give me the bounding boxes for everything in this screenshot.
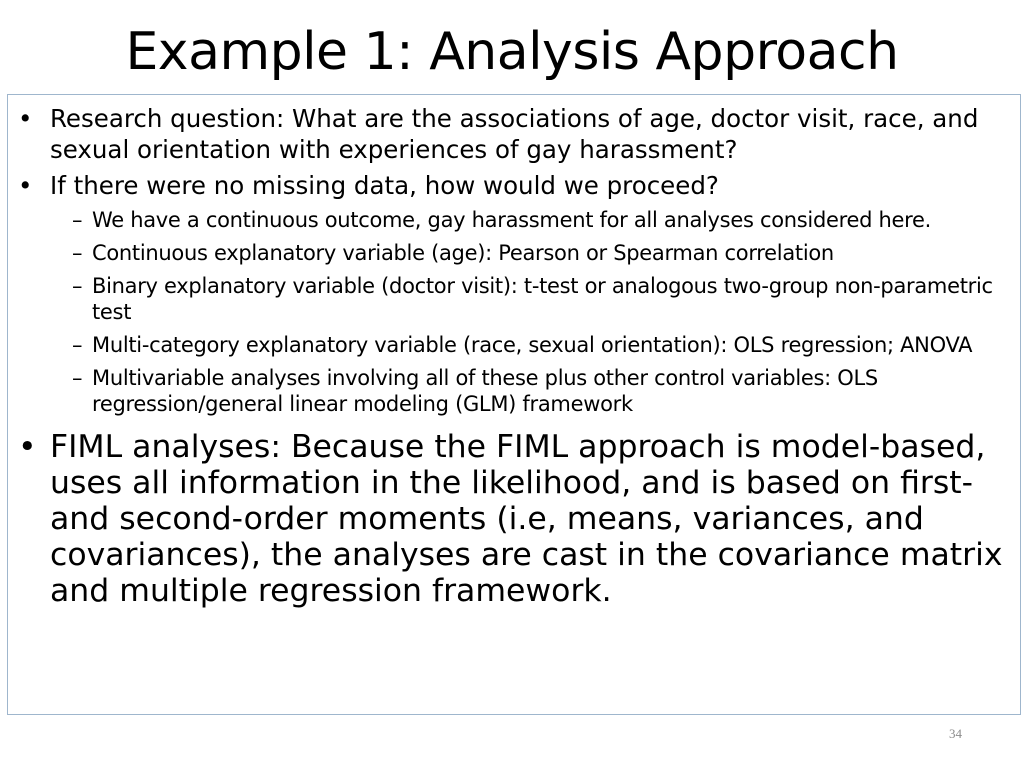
sub-bullet-marker: – — [72, 366, 83, 390]
sub-bullet-marker: – — [72, 208, 83, 232]
bullet-item-fiml-analyses — [8, 429, 1020, 609]
sub-bullet-text: We have a continuous outcome, gay harassment for all analyses considered here. — [92, 208, 931, 232]
sub-bullet-list — [50, 207, 1020, 417]
sub-bullet-text: Continuous explanatory variable (age): Pearson or Spearman correlation — [92, 241, 834, 265]
sub-bullet-marker: – — [72, 274, 83, 298]
sub-bullet-text: Binary explanatory variable (doctor visit): t-test or analogous two-group non-parametric test — [92, 274, 993, 324]
sub-bullet-item — [46, 240, 1020, 266]
sub-bullet-marker: – — [72, 241, 83, 265]
sub-bullet-text: Multi-category explanatory variable (race, sexual orientation): OLS regression; ANOVA — [92, 333, 973, 357]
bullet-marker: • — [18, 429, 37, 465]
bullet-text: If there were no missing data, how would we proceed? — [50, 171, 719, 200]
bullet-text: Research question: What are the associations of age, doctor visit, race, and sexual orientation with experiences of gay harassment? — [50, 104, 979, 164]
sub-bullet-text: Multivariable analyses involving all of these plus other control variables: OLS regression/general linear modeling (GLM) framework — [92, 366, 878, 416]
bullet-marker: • — [18, 171, 33, 200]
content-placeholder — [7, 94, 1021, 715]
bullet-marker: • — [18, 104, 33, 133]
slide-title: Example 1: Analysis Approach — [125, 22, 899, 82]
sub-bullet-item — [46, 207, 1020, 233]
sub-bullet-marker: – — [72, 333, 83, 357]
sub-bullet-item — [46, 332, 1020, 358]
sub-bullet-item — [46, 365, 1020, 417]
bullet-item-research-question — [8, 103, 1020, 165]
bullet-item-no-missing-data — [8, 170, 1020, 417]
sub-bullet-item — [46, 273, 1020, 325]
bullet-text: FIML analyses: Because the FIML approach is model-based, uses all information in the likelihood, and is based on first- and second-order moments (i.e, means, variances, and covariances), the analyses are cast in the covariance matrix and multiple regression framework. — [50, 429, 1003, 609]
bullet-list — [8, 103, 1020, 609]
page-number: 34 — [949, 726, 962, 741]
